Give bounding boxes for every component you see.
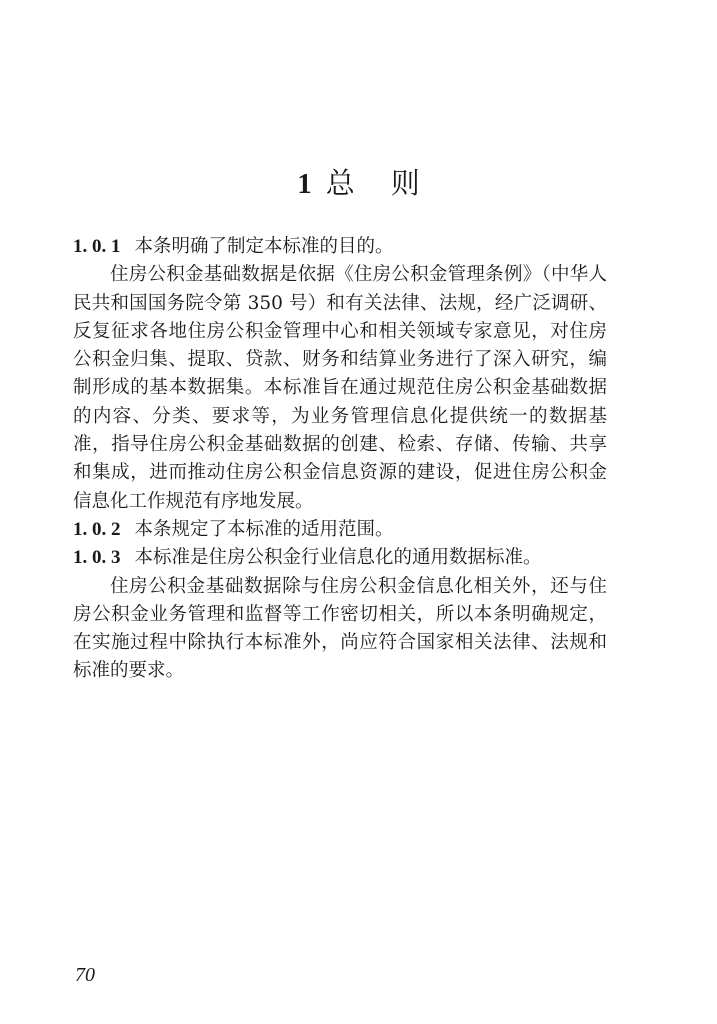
clause-number: 1. 0. 2: [73, 518, 121, 540]
clause-number: 1. 0. 3: [73, 547, 121, 569]
page-number: 70: [75, 964, 95, 986]
clause-1-0-3: [73, 544, 607, 572]
clause-text: 本条规定了本标准的适用范围。: [134, 518, 394, 540]
clause-text: 本标准是住房公积金行业信息化的通用数据标准。: [134, 547, 542, 569]
chapter-title-text: 总则: [325, 166, 456, 200]
chapter-body: [73, 233, 607, 686]
clause-number: 1. 0. 1: [73, 236, 121, 257]
clause-1-0-2: [73, 516, 607, 544]
clause-text: 本条明确了制定本标准的目的。: [134, 236, 394, 257]
clause-1-0-1-explanation: 住房公积金基础数据是依据《住房公积金管理条例》（中华人民共和国国务院令第 350 号）和有关法律、法规，经广泛调研、反复征求各地住房公积金管理中心和相关领域专家意见，对住房公积金归集、提取、贷款、财务和结算业务进行了深入研究，编制形成的基本数据集。本标准旨在通过规范住房公积金基础数据的内容、分类、要求等，为业务管理信息化提供统一的数据基准，指导住房公积金基础数据的创建、检索、存储、传输、共享和集成，进而推动住房公积金信息资源的建设，促进住房公积金信息化工作规范有序地发展。: [73, 264, 607, 512]
clause-1-0-1: [73, 233, 607, 261]
chapter-heading: [0, 163, 717, 204]
clause-1-0-3-explanation: 住房公积金基础数据除与住房公积金信息化相关外，还与住房公积金业务管理和监督等工作密切相关，所以本条明确规定，在实施过程中除执行本标准外，尚应符合国家相关法律、法规和标准的要求。: [73, 575, 607, 682]
chapter-number: 1: [297, 168, 312, 200]
